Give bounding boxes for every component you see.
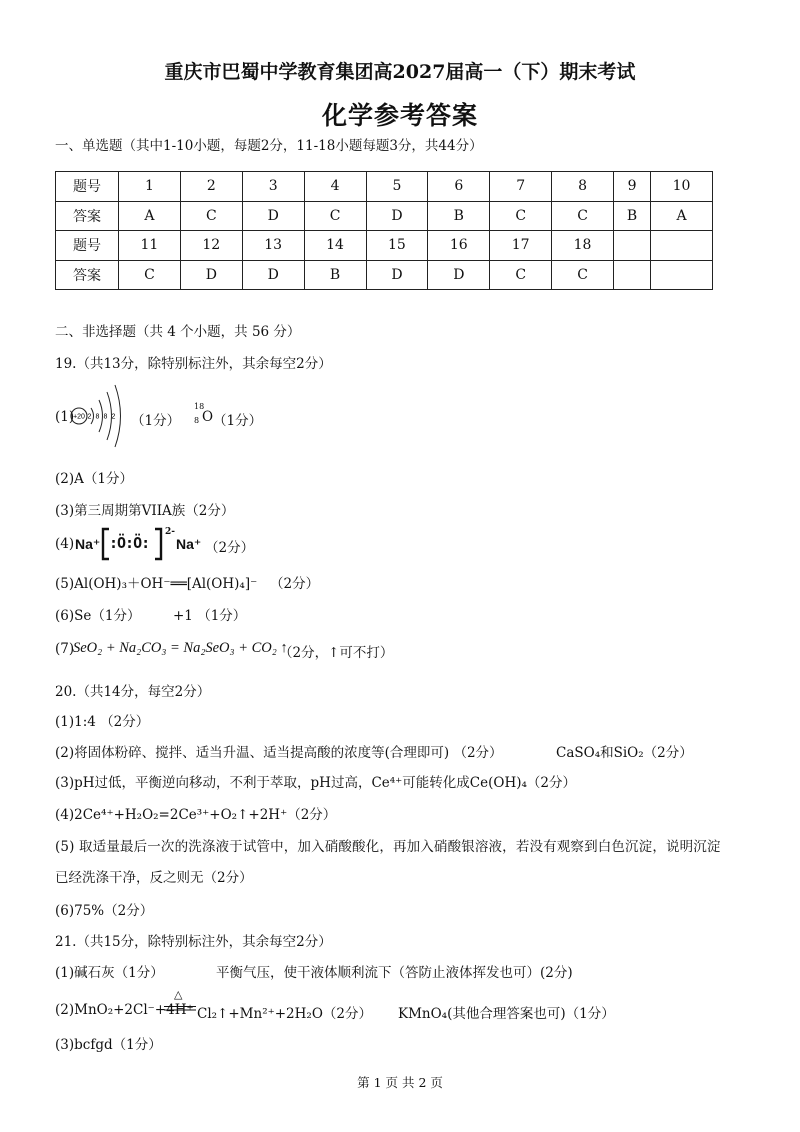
- q19-part4-score: （2分）: [205, 540, 255, 556]
- table-row: [56, 260, 713, 290]
- q19-part6-a: (6)Se（1分）: [55, 608, 141, 624]
- q19-part2: (2)A（1分）: [55, 471, 133, 487]
- q21-part1-b: 平衡气压，使干液体顺利流下（答防止液体挥发也可）(2分): [216, 965, 573, 981]
- table-row: [56, 201, 713, 231]
- table-row: [56, 231, 713, 261]
- table-cell: D: [242, 260, 304, 290]
- section2-heading: 二、非选择题（共 4 个小题，共 56 分）: [55, 324, 301, 340]
- heat-condition-icon: △: [174, 988, 183, 1001]
- table-cell: [651, 260, 713, 290]
- table-cell: B: [304, 260, 366, 290]
- q20-part4: (4)2Ce⁴⁺+H₂O₂=2Ce³⁺+O₂↑+2H⁺（2分）: [55, 807, 337, 823]
- table-cell: 13: [242, 231, 304, 261]
- table-cell: 6: [428, 172, 490, 202]
- q19-part7-equation: SeO₂ + Na₂CO₃ = Na₂SeO₃ + CO₂ ↑: [73, 640, 288, 656]
- q19-heading: 19.（共13分，除特别标注外，其余每空2分）: [55, 356, 332, 372]
- table-cell: [651, 231, 713, 261]
- row-label: 题号: [56, 231, 119, 261]
- table-cell: C: [119, 260, 181, 290]
- table-cell: 7: [490, 172, 552, 202]
- q20-part6: (6)75%（2分）: [55, 903, 154, 919]
- page-title: 化学参考答案: [321, 101, 478, 130]
- table-row: [56, 172, 713, 202]
- table-cell: C: [490, 201, 552, 231]
- table-cell: 10: [651, 172, 713, 202]
- q20-part5-line1: (5) 取适量最后一次的洗涤液于试管中，加入硝酸酸化，再加入硝酸银溶液，若没有观察到白色沉淀，说明沉淀: [55, 839, 721, 855]
- q19-part3: (3)第三周期第VIIA族（2分）: [55, 503, 235, 519]
- electron-shell-arc: [115, 385, 121, 447]
- table-cell: C: [490, 260, 552, 290]
- table-cell: 8: [552, 172, 614, 202]
- shell-electrons: 8: [95, 413, 100, 421]
- table-cell: 17: [490, 231, 552, 261]
- peroxide-ion: :Ö:Ö:: [109, 534, 150, 552]
- q19-part1-label: (1): [55, 409, 75, 425]
- q19-part4-label: (4): [55, 536, 75, 552]
- table-cell: 18: [552, 231, 614, 261]
- table-cell: D: [180, 260, 242, 290]
- table-cell: 9: [614, 172, 651, 202]
- sodium-ion-right: Na⁺: [176, 536, 202, 552]
- q20-part2: (2)将固体粉碎、搅拌、适当升温、适当提高酸的浓度等(合理即可) （2分）: [55, 745, 503, 761]
- q19-part5: (5)Al(OH)₃＋OH⁻══[Al(OH)₄]⁻: [55, 576, 258, 592]
- exam-title: 重庆市巴蜀中学教育集团高2027届高一（下）期末考试: [164, 61, 636, 83]
- table-cell: A: [119, 201, 181, 231]
- electron-shell-arc: [99, 400, 103, 432]
- q21-heading: 21.（共15分，除特别标注外，其余每空2分）: [55, 934, 332, 950]
- q21-part2-left: (2)MnO₂+2Cl⁻+4H⁺: [55, 1002, 194, 1018]
- row-label: 题号: [56, 172, 119, 202]
- table-cell: 14: [304, 231, 366, 261]
- ion-charge: 2-: [165, 527, 175, 537]
- isotope-mass-number: 18: [194, 402, 205, 411]
- q20-part3: (3)pH过低，平衡逆向移动，不利于萃取，pH过高，Ce⁴⁺可能转化成Ce(OH)₄（2分）: [55, 775, 577, 791]
- row-label: 答案: [56, 201, 119, 231]
- isotope-atomic-number: 8: [194, 416, 200, 425]
- section1-heading: 一、单选题（其中1-10小题，每题2分，11-18小题每题3分，共44分）: [55, 138, 483, 154]
- table-cell: D: [366, 260, 428, 290]
- q21-part2-right: Cl₂↑+Mn²⁺+2H₂O（2分）: [197, 1006, 372, 1022]
- table-cell: 1: [119, 172, 181, 202]
- q19-part1-score-a: （1分）: [131, 413, 181, 429]
- equation-arrow: [164, 1005, 196, 1012]
- table-cell: D: [366, 201, 428, 231]
- q20-heading: 20.（共14分，每空2分）: [55, 684, 211, 700]
- table-cell: [614, 260, 651, 290]
- table-cell: 4: [304, 172, 366, 202]
- table-cell: 5: [366, 172, 428, 202]
- table-cell: C: [180, 201, 242, 231]
- table-cell: 12: [180, 231, 242, 261]
- q19-part1-score-b: （1分）: [213, 413, 263, 429]
- q19-part6-b: +1 （1分）: [173, 608, 247, 624]
- table-cell: C: [304, 201, 366, 231]
- q19-part5-score: （2分）: [270, 576, 320, 592]
- q20-part5-line2: 已经洗涤干净，反之则无（2分）: [55, 870, 253, 886]
- table-cell: 15: [366, 231, 428, 261]
- table-cell: D: [242, 201, 304, 231]
- q21-part1-a: (1)碱石灰（1分）: [55, 965, 164, 981]
- table-cell: 11: [119, 231, 181, 261]
- table-cell: [614, 231, 651, 261]
- table-cell: C: [552, 201, 614, 231]
- page-footer: 第 1 页 共 2 页: [357, 1075, 443, 1090]
- shell-electrons: 2: [87, 413, 92, 421]
- q21-part3: (3)bcfgd（1分）: [55, 1037, 162, 1053]
- table-cell: 2: [180, 172, 242, 202]
- atomic-structure-diagram: [70, 382, 130, 450]
- table-cell: B: [614, 201, 651, 231]
- table-cell: C: [552, 260, 614, 290]
- table-cell: 3: [242, 172, 304, 202]
- table-cell: 16: [428, 231, 490, 261]
- row-label: 答案: [56, 260, 119, 290]
- sodium-ion-left: Na⁺: [75, 536, 101, 552]
- q21-part2-b: KMnO₄(其他合理答案也可)（1分）: [398, 1006, 615, 1022]
- nucleus-charge: +20: [73, 413, 85, 421]
- shell-electrons: 2: [111, 413, 116, 421]
- q20-part2-b: CaSO₄和SiO₂（2分）: [556, 745, 693, 761]
- shell-electrons: 8: [103, 413, 108, 421]
- table-cell: D: [428, 260, 490, 290]
- table-cell: B: [428, 201, 490, 231]
- q20-part1: (1)1:4 （2分）: [55, 714, 150, 730]
- q19-part7-note: （2分，↑可不打）: [279, 645, 394, 661]
- q19-part7-label: (7): [55, 641, 75, 657]
- answer-table: [55, 171, 713, 290]
- isotope-symbol: O: [202, 409, 214, 425]
- table-cell: A: [651, 201, 713, 231]
